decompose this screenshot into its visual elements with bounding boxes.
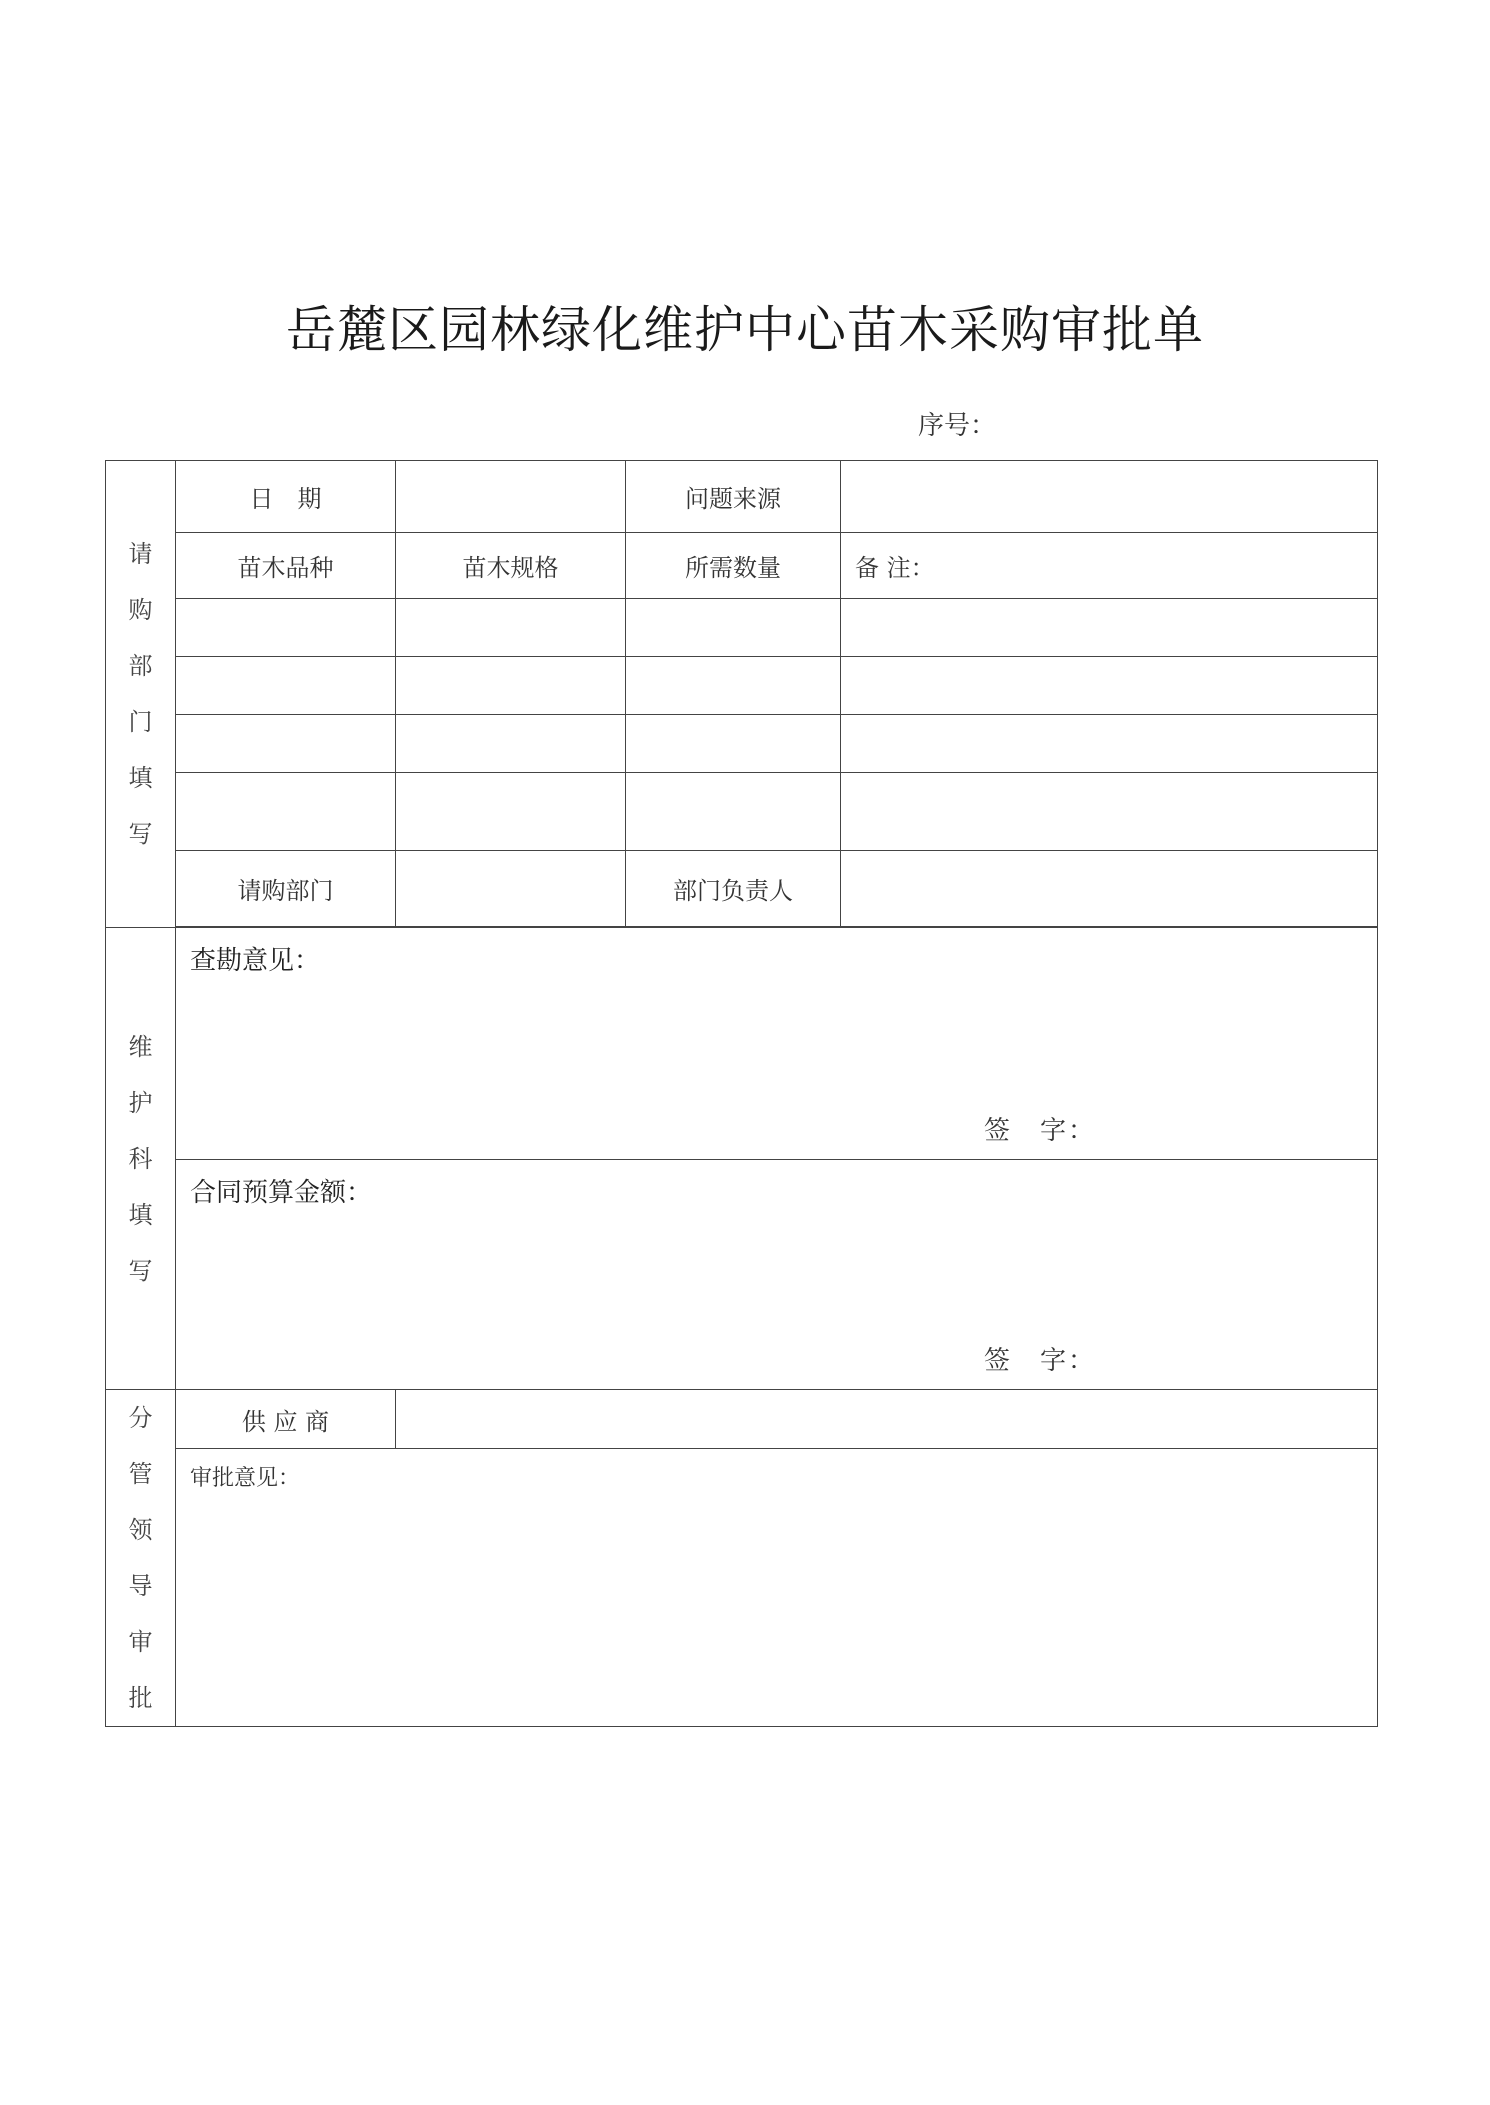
item-cell[interactable] xyxy=(396,599,626,657)
item-cell[interactable] xyxy=(626,773,841,851)
column-header: 苗木规格 xyxy=(396,533,626,599)
maintenance-section-char: 科 xyxy=(128,1144,153,1173)
approval-opinion-cell[interactable] xyxy=(176,1449,1378,1727)
maintenance-section-char: 写 xyxy=(128,1256,153,1285)
item-cell[interactable] xyxy=(841,773,1378,851)
item-cell[interactable] xyxy=(176,773,396,851)
approval-section-char: 批 xyxy=(128,1684,153,1712)
approval-section-char: 分 xyxy=(128,1404,153,1432)
column-header: 苗木品种 xyxy=(176,533,396,599)
problem-source-value[interactable] xyxy=(841,461,1378,533)
item-row xyxy=(106,599,1378,657)
request-dept-label: 请购部门 xyxy=(176,851,396,927)
request-section-char: 填 xyxy=(128,764,153,792)
page-title: 岳麓区园林绿化维护中心苗木采购审批单 xyxy=(286,301,1204,359)
maintenance-section-char: 填 xyxy=(128,1200,153,1229)
problem-source-label: 问题来源 xyxy=(626,461,841,533)
budget-amount-cell[interactable] xyxy=(176,1160,1378,1390)
budget-sign-label: 签 字： xyxy=(984,1346,1097,1376)
maintenance-section-char: 维 xyxy=(128,1032,153,1061)
item-cell[interactable] xyxy=(626,715,841,773)
item-cell[interactable] xyxy=(841,657,1378,715)
column-header-row xyxy=(106,533,1378,599)
budget-amount-label: 合同预算金额： xyxy=(190,1178,373,1208)
request-section-char: 门 xyxy=(128,708,153,736)
item-cell[interactable] xyxy=(841,715,1378,773)
item-cell[interactable] xyxy=(396,715,626,773)
survey-opinion-cell[interactable] xyxy=(176,928,1378,1160)
supplier-label: 供 应 商 xyxy=(176,1390,396,1449)
approval-section-char: 管 xyxy=(128,1460,153,1488)
item-cell[interactable] xyxy=(841,599,1378,657)
maintenance-section-char: 护 xyxy=(128,1088,153,1117)
column-header: 所需数量 xyxy=(626,533,841,599)
serial-number-label: 序号： xyxy=(918,411,997,441)
approval-form-table xyxy=(105,460,1378,1727)
item-cell[interactable] xyxy=(396,773,626,851)
maintenance-section-label xyxy=(106,928,176,1390)
approval-section-char: 审 xyxy=(128,1628,153,1656)
dept-head-value[interactable] xyxy=(841,851,1378,927)
survey-sign-label: 签 字： xyxy=(984,1116,1097,1146)
request-section-char: 请 xyxy=(128,540,153,568)
request-section-char: 写 xyxy=(128,820,153,848)
item-row xyxy=(106,773,1378,851)
dept-head-label: 部门负责人 xyxy=(626,851,841,927)
date-value[interactable] xyxy=(396,461,626,533)
item-cell[interactable] xyxy=(396,657,626,715)
approval-section-label xyxy=(106,1390,176,1727)
approval-section-char: 领 xyxy=(128,1516,153,1544)
approval-section-char: 导 xyxy=(128,1572,153,1600)
survey-opinion-label: 查勘意见： xyxy=(190,946,321,976)
column-header: 备 注： xyxy=(841,533,1378,599)
request-dept-value[interactable] xyxy=(396,851,626,927)
item-cell[interactable] xyxy=(626,599,841,657)
item-cell[interactable] xyxy=(176,715,396,773)
supplier-value[interactable] xyxy=(396,1390,1378,1449)
date-label: 日 期 xyxy=(176,461,396,533)
item-cell[interactable] xyxy=(626,657,841,715)
item-cell[interactable] xyxy=(176,599,396,657)
request-section-char: 购 xyxy=(128,596,153,624)
item-row xyxy=(106,657,1378,715)
approval-opinion-label: 审批意见： xyxy=(190,1466,301,1492)
item-row xyxy=(106,715,1378,773)
item-cell[interactable] xyxy=(176,657,396,715)
request-section-label xyxy=(106,461,176,928)
request-section-char: 部 xyxy=(128,652,153,680)
